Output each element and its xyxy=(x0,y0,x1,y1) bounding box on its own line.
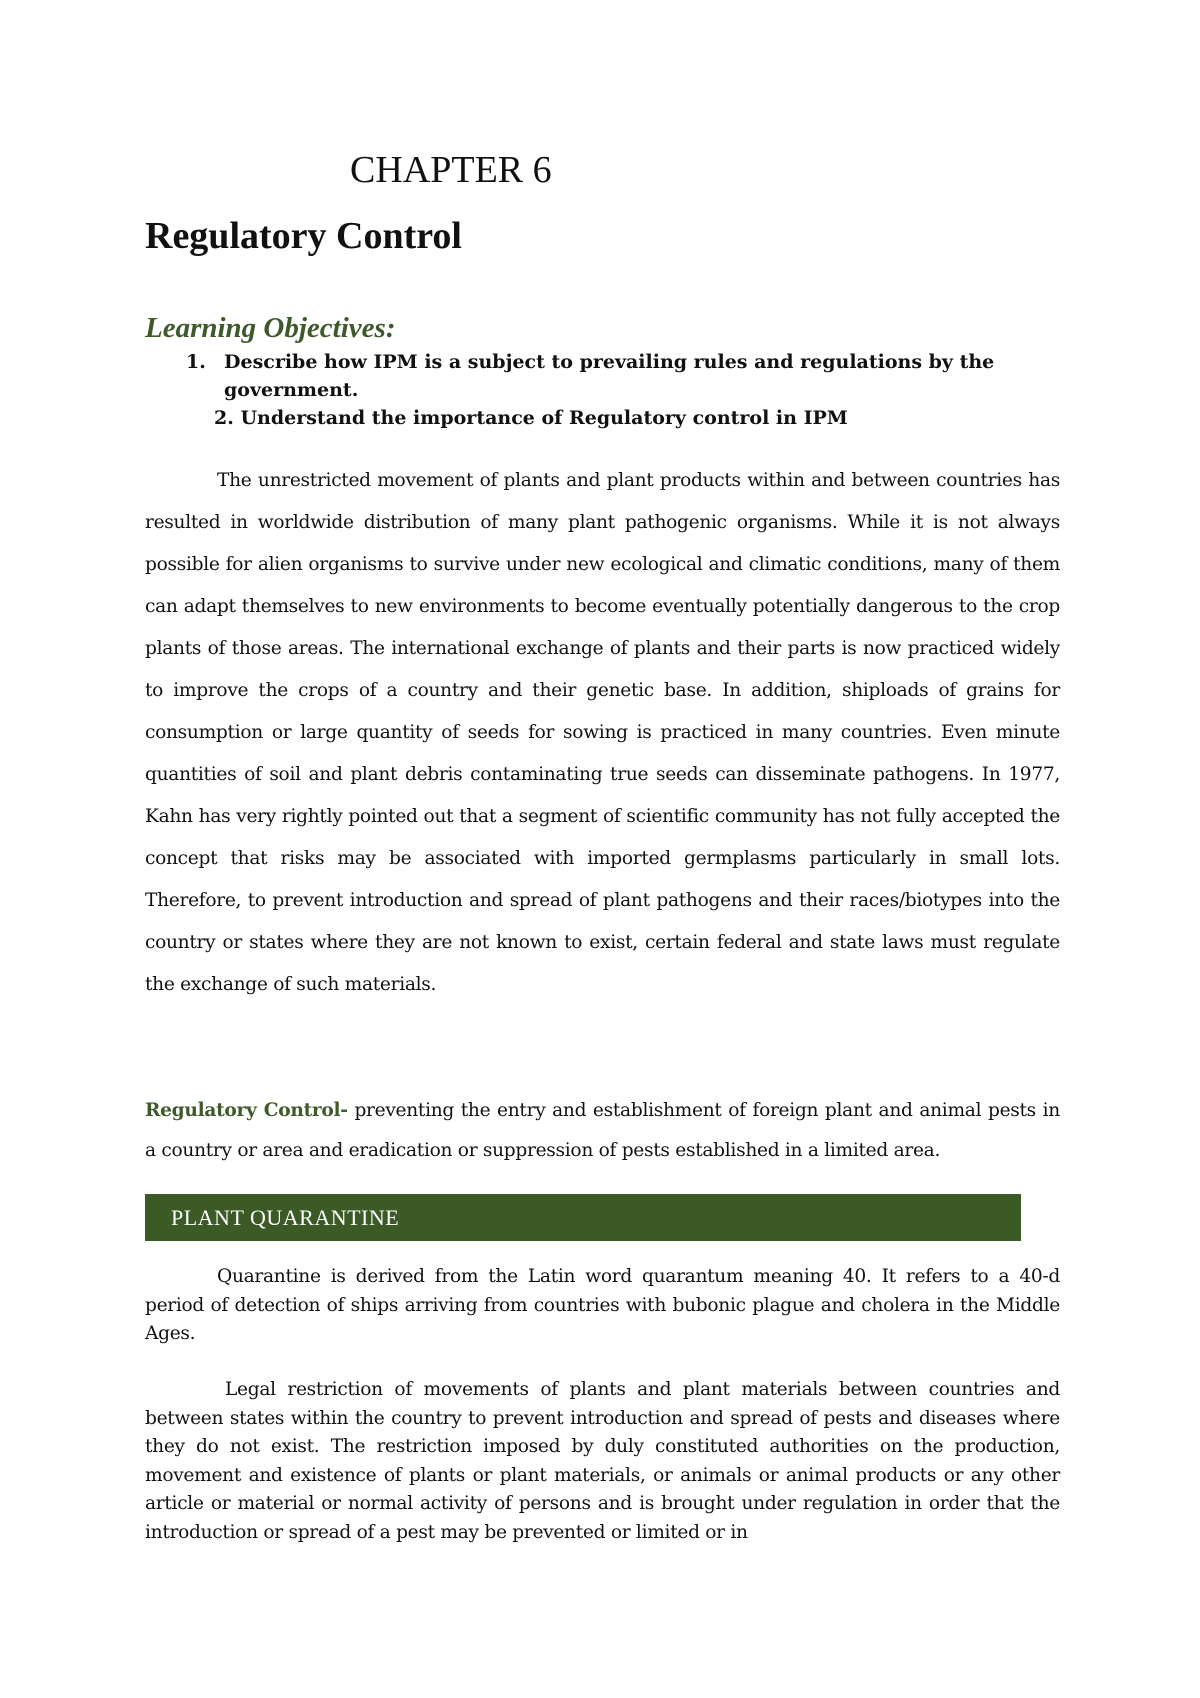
plant-quarantine-banner xyxy=(145,1194,1021,1241)
definition-term: Regulatory Control- xyxy=(145,1100,348,1121)
definition-text: preventing the entry and establishment of foreign plant and animal pests in a country or area and eradication or suppression of pests established in a limited area. xyxy=(145,1100,1060,1161)
intro-paragraph-text: The unrestricted movement of plants and plant products within and between countries has resulted in worldwide distribution of many plant pathogenic organisms. While it is not always possible for alien organisms to survive under new ecological and climatic conditions, many of them can adapt themselves to new environments to become eventually potentially dangerous to the crop plants of those areas. The international exchange of plants and their parts is now practiced widely to improve the crops of a country and their genetic base. In addition, shiploads of grains for consumption or large quantity of seeds for sowing is practiced in many countries. Even minute quantities of soil and plant debris contaminating true seeds can disseminate pathogens. In 1977, Kahn has very rightly pointed out that a segment of scientific community has not fully accepted the concept that risks may be associated with imported germplasms particularly in small lots. Therefore, to prevent introduction and spread of plant pathogens and their races/biotypes into the country or states where they are not known to exist, certain federal and state laws must regulate the exchange of such materials. xyxy=(145,470,1060,995)
quarantine-paragraph-text: Quarantine is derived from the Latin word quarantum meaning 40. It refers to a 40-d period of detection of ships arriving from countries with bubonic plague and cholera in the Middle Ages. xyxy=(145,1266,1060,1344)
regulatory-control-definition xyxy=(145,1091,1060,1171)
chapter-number: CHAPTER 6 xyxy=(350,149,552,191)
objective-item xyxy=(186,348,1016,404)
legal-paragraph-text: Legal restriction of movements of plants and plant materials between countries and between states within the country to prevent introduction and spread of pests and diseases where they do not exist. The restriction imposed by duly constituted authorities on the production, movement and existence of plants or plant materials, or animals or animal products or any other article or material or normal activity of persons and is brought under regulation in order that the introduction or spread of a pest may be prevented or limited or in xyxy=(145,1379,1060,1543)
learning-objectives-heading: Learning Objectives: xyxy=(145,312,396,344)
objective-item xyxy=(186,404,1016,432)
objective-text: Describe how IPM is a subject to prevailing rules and regulations by the government. xyxy=(224,351,995,401)
intro-paragraph xyxy=(145,460,1060,1006)
objective-number: 1. xyxy=(186,351,206,373)
objective-text: Understand the importance of Regulatory control in IPM xyxy=(240,407,848,429)
legal-restriction-paragraph xyxy=(145,1376,1060,1547)
quarantine-paragraph xyxy=(145,1263,1060,1349)
chapter-title: Regulatory Control xyxy=(145,215,462,257)
objective-number: 2. xyxy=(214,407,234,429)
objectives-list xyxy=(186,348,1016,432)
banner-label: PLANT QUARANTINE xyxy=(171,1204,400,1230)
